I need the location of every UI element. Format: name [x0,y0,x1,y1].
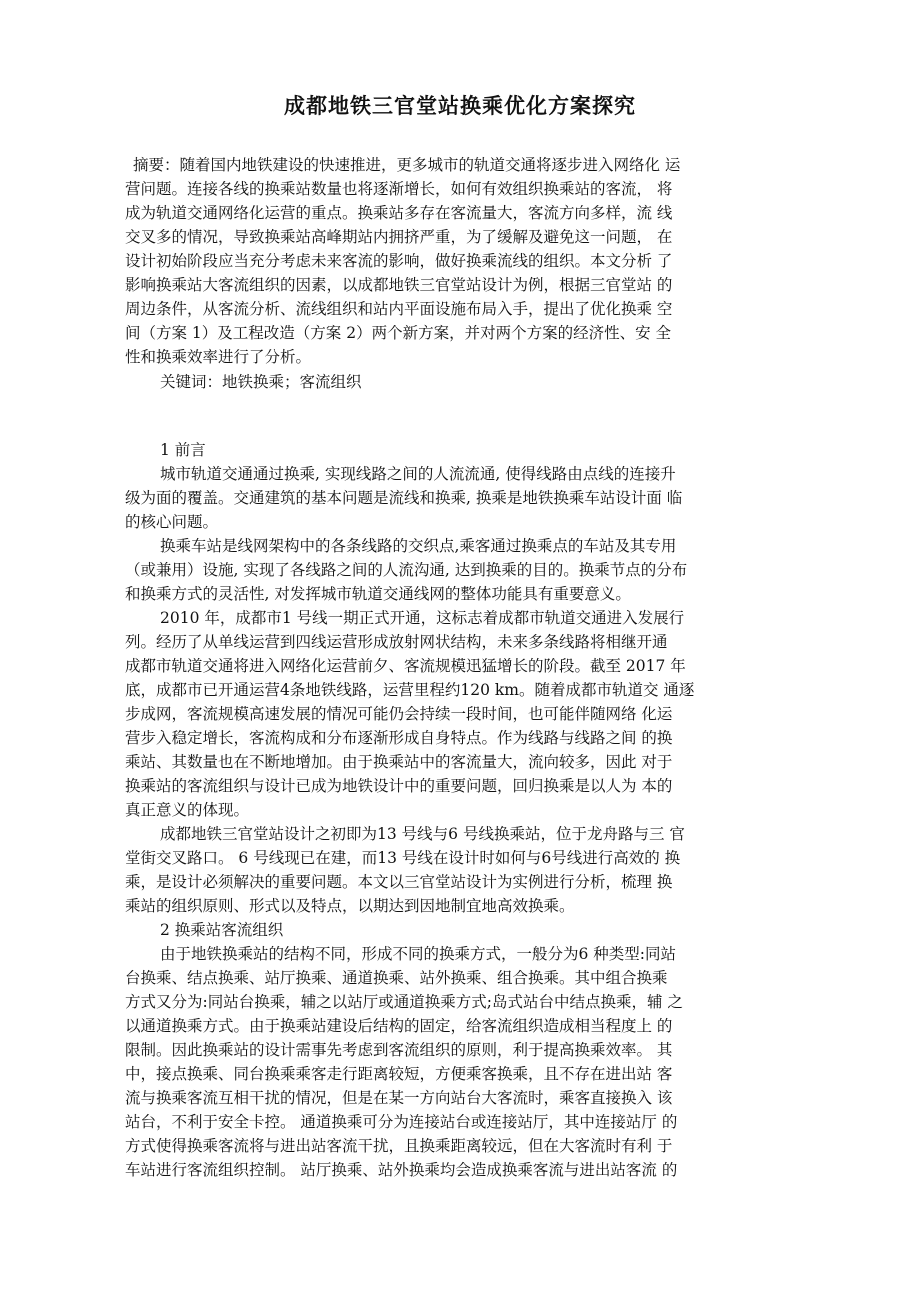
paragraph-line: 关键词：地铁换乘；客流组织 [160,373,362,391]
paragraph-line: 堂街交叉路口。 6 号线现已在建，而13 号线在设计时如何与6号线进行高效的 换 [125,849,681,867]
paragraph-line: 成为轨道交通网络化运营的重点。换乘站多存在客流量大，客流方向多样，流 线 [125,204,673,222]
paragraph-line: 方式又分为:同站台换乘，辅之以站厅或通道换乘方式;岛式站台中结点换乘，辅 之 [125,993,683,1011]
paragraph-line: 流与换乘客流互相干扰的情况，但是在某一方向站台大客流时，乘客直接换入 该 [125,1089,673,1107]
paragraph-line: 真正意义的体现。 [125,801,250,819]
paragraph-line: 成都地铁三官堂站设计之初即为13 号线与6 号线换乘站，位于龙舟路与三 官 [160,825,685,843]
paragraph-line: 营问题。连接各线的换乘站数量也将逐渐增长，如何有效组织换乘站的客流， 将 [125,180,673,198]
paragraph-line: 乘站、其数量也在不断地增加。由于换乘站中的客流量大，流向较多，因此 对于 [125,753,673,771]
paragraph-line: 和换乘方式的灵活性, 对发挥城市轨道交通线网的整体功能具有重要意义。 [125,585,631,603]
paragraph-line: 周边条件，从客流分析、流线组织和站内平面设施布局入手，提出了优化换乘 空 [125,300,673,318]
paragraph-line: 站台，不利于安全卡控。 通道换乘可分为连接站台或连接站厅，其中连接站厅 的 [125,1113,678,1131]
paragraph-line: 1 前言 [160,441,206,459]
document-title: 成都地铁三官堂站换乘优化方案探究 [284,93,636,118]
paragraph-line: 影响换乘站大客流组织的因素，以成都地铁三官堂站设计为例，根据三官堂站 的 [125,276,673,294]
paragraph-line: 成都市轨道交通将进入网络化运营前夕、客流规模迅猛增长的阶段。截至 2017 年 [125,657,686,675]
paragraph-line: 营步入稳定增长，客流构成和分布逐渐形成自身特点。作为线路与线路之间 的换 [125,729,673,747]
paragraph-line: 步成网，客流规模高速发展的情况可能仍会持续一段时间，也可能伴随网络 化运 [125,705,673,723]
paragraph-line: 的核心问题。 [125,513,219,531]
paragraph-line: 车站进行客流组织控制。 站厅换乘、站外换乘均会造成换乘客流与进出站客流 的 [125,1161,678,1179]
paragraph-line: 列。经历了从单线运营到四线运营形成放射网状结构，未来多条线路将相继开通 [125,633,668,651]
paragraph-line: 乘站的组织原则、形式以及特点，以期达到因地制宜地高效换乘。 [125,897,575,915]
paragraph-line: 中，接点换乘、同台换乘乘客走行距离较短，方便乘客换乘，且不存在进出站 客 [125,1065,673,1083]
paragraph-line: 换乘站的客流组织与设计已成为地铁设计中的重要问题，回归换乘是以人为 本的 [125,777,673,795]
paragraph-line: 设计初始阶段应当充分考虑未来客流的影响，做好换乘流线的组织。本文分析 了 [125,252,673,270]
paragraph-line: 台换乘、结点换乘、站厅换乘、通道换乘、站外换乘、组合换乘。其中组合换乘 [125,969,668,987]
paragraph-line: 限制。因此换乘站的设计需事先考虑到客流组织的原则，利于提高换乘效率。 其 [125,1041,673,1059]
paragraph-line: 交叉多的情况，导致换乘站高峰期站内拥挤严重，为了缓解及避免这一问题， 在 [125,228,673,246]
paragraph-line: 底，成都市已开通运营4条地铁线路，运营里程约120 km。随着成都市轨道交 通逐 [125,681,695,699]
paragraph-line: 级为面的覆盖。交通建筑的基本问题是流线和换乘, 换乘是地铁换乘车站设计面 临 [125,489,683,507]
paragraph-line: 间（方案 1）及工程改造（方案 2）两个新方案，并对两个方案的经济性、安 全 [125,324,672,342]
paragraph-line: 2 换乘站客流组织 [160,921,284,939]
paragraph-line: 性和换乘效率进行了分析。 [125,348,312,366]
paragraph-line: 乘，是设计必须解决的重要问题。本文以三官堂站设计为实例进行分析，梳理 换 [125,873,673,891]
paragraph-line: （或兼用）设施, 实现了各线路之间的人流沟通, 达到换乘的目的。换乘节点的分布 [125,561,688,579]
paragraph-line: 以通道换乘方式。由于换乘站建设后结构的固定，给客流组织造成相当程度上 的 [125,1017,673,1035]
paragraph-line: 由于地铁换乘站的结构不同，形成不同的换乘方式，一般分为6 种类型:同站 [160,945,677,963]
paragraph-line: 方式使得换乘客流将与进出站客流干扰，且换乘距离较远，但在大客流时有利 于 [125,1137,673,1155]
paragraph-line: 2010 年，成都市1 号线一期正式开通，这标志着成都市轨道交通进入发展行 [160,609,685,627]
paragraph-line: 城市轨道交通通过换乘, 实现线路之间的人流流通, 使得线路由点线的连接升 [160,465,676,483]
paragraph-line: 换乘车站是线网架构中的各条线路的交织点,乘客通过换乘点的车站及其专用 [160,537,677,555]
paragraph-line: 摘要：随着国内地铁建设的快速推进，更多城市的轨道交通将逐步进入网络化 运 [133,156,681,174]
